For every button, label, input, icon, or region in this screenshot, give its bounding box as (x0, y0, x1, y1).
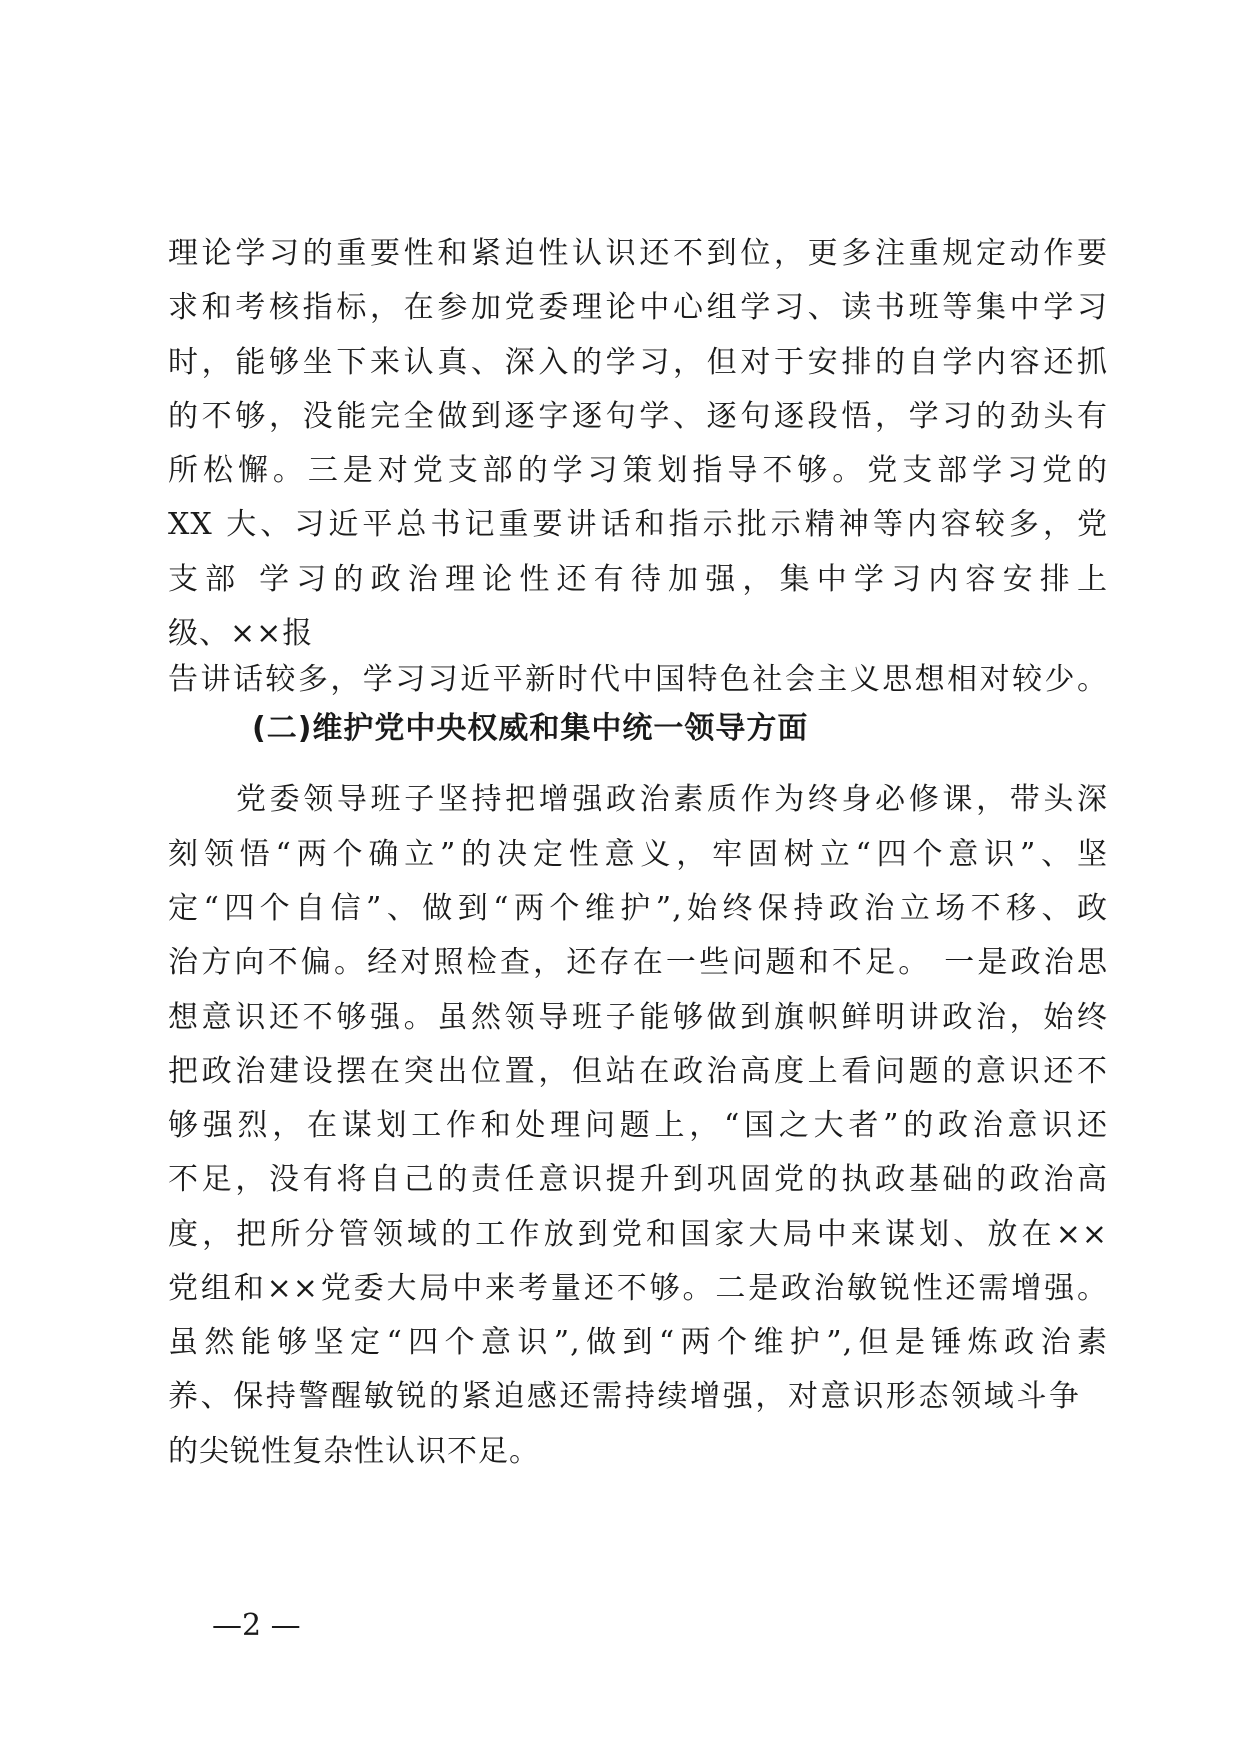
para2-line-9: 度，把所分管领域的工作放到党和国家大局中来谋划、放在×× (168, 1217, 1108, 1252)
para1-line-5: 所松懈。三是对党支部的学习策划指导不够。党支部学习党的 (168, 453, 1108, 488)
para1-line-1: 理论学习的重要性和紧迫性认识还不到位，更多注重规定动作要 (168, 236, 1108, 271)
para1-line-9: 告讲话较多，学习习近平新时代中国特色社会主义思想相对较少。 (168, 662, 1108, 697)
para2-line-3: 定“四个自信”、做到“两个维护”,始终保持政治立场不移、政 (168, 891, 1108, 926)
para2-line-13: 的尖锐性复杂性认识不足。 (168, 1434, 540, 1469)
para1-line-3: 时，能够坐下来认真、深入的学习，但对于安排的自学内容还抓 (168, 345, 1108, 380)
para2-line-1: 党委领导班子坚持把增强政治素质作为终身必修课，带头深 (236, 782, 1108, 817)
para1-line-8: 级、××报 (168, 616, 314, 651)
page-number: —2 — (212, 1608, 301, 1643)
para2-line-5: 想意识还不够强。虽然领导班子能够做到旗帜鲜明讲政治，始终 (168, 1000, 1108, 1035)
para1-line-2: 求和考核指标，在参加党委理论中心组学习、读书班等集中学习 (168, 290, 1108, 325)
para2-line-10: 党组和××党委大局中来考量还不够。二是政治敏锐性还需增强。 (168, 1271, 1108, 1306)
para2-line-6: 把政治建设摆在突出位置，但站在政治高度上看问题的意识还不 (168, 1054, 1108, 1089)
section-heading: (二)维护党中央权威和集中统一领导方面 (252, 711, 809, 746)
para2-line-11: 虽然能够坚定“四个意识”,做到“两个维护”,但是锤炼政治素 (168, 1325, 1108, 1360)
para1-line-7: 支部 学习的政治理论性还有待加强，集中学习内容安排上 (168, 562, 1108, 597)
para1-line-4: 的不够，没能完全做到逐字逐句学、逐句逐段悟，学习的劲头有 (168, 399, 1108, 434)
para2-line-12: 养、保持警醒敏锐的紧迫感还需持续增强，对意识形态领域斗争 (168, 1379, 1080, 1414)
para2-line-2: 刻领悟“两个确立”的决定性意义，牢固树立“四个意识”、坚 (168, 837, 1108, 872)
para1-line-6: XX 大、习近平总书记重要讲话和指示批示精神等内容较多，党 (168, 507, 1108, 542)
para2-line-4: 治方向不偏。经对照检查，还存在一些问题和不足。 一是政治思 (168, 945, 1108, 980)
para2-line-7: 够强烈，在谋划工作和处理问题上，“国之大者”的政治意识还 (168, 1108, 1108, 1143)
para2-line-8: 不足，没有将自己的责任意识提升到巩固党的执政基础的政治高 (168, 1162, 1108, 1197)
